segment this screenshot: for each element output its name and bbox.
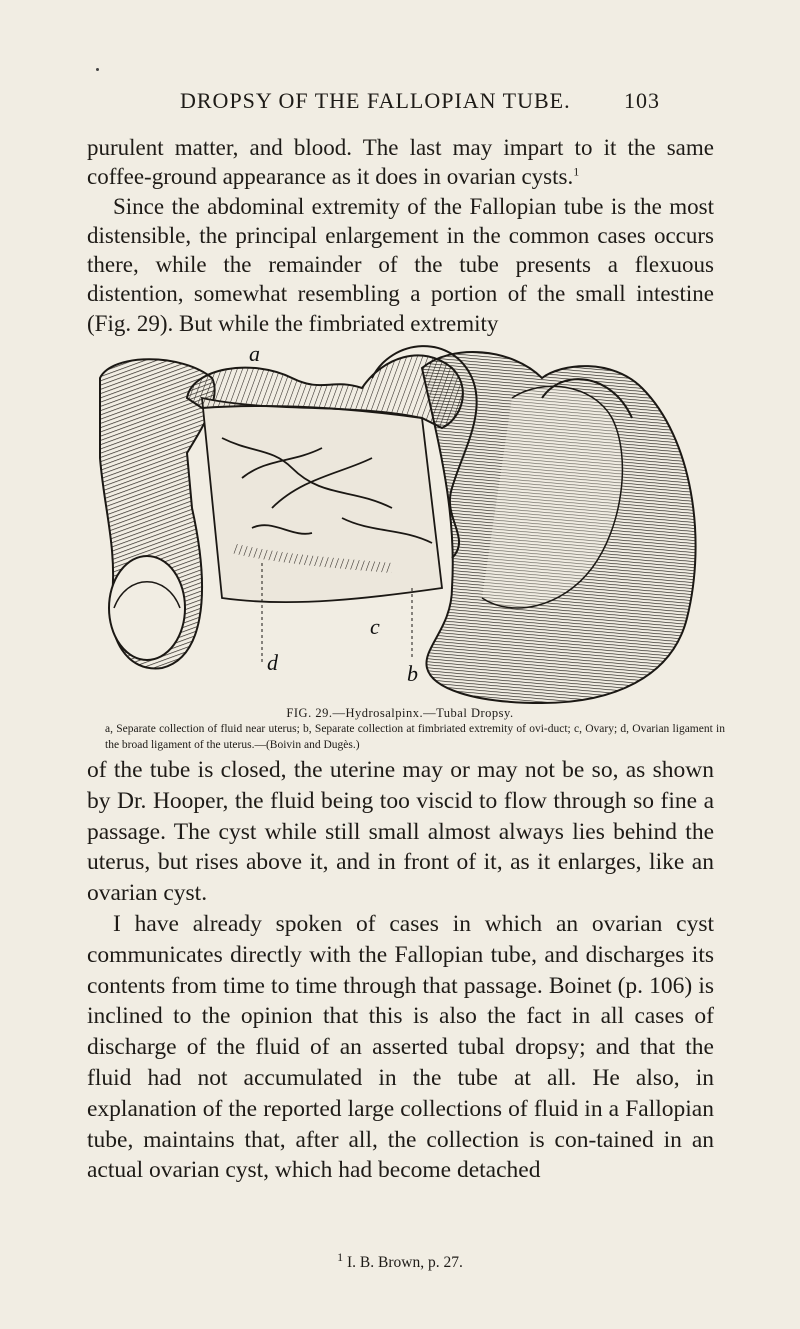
figure-caption-text: a, Separate collection of fluid near uterus; b, Separate collection at fimbriated extremity of ovi-duct; c, Ovary; d, Ovarian ligament in the broad ligament of the uterus.—(Boivin and Dugès.) (105, 723, 725, 751)
label-d: d (267, 650, 278, 675)
running-title: DROPSY OF THE FALLOPIAN TUBE. (180, 88, 571, 113)
running-header (180, 88, 660, 124)
label-c: c (370, 614, 380, 639)
label-a: a (249, 341, 260, 366)
body-text-bottom (87, 755, 714, 1186)
footnote-mark: 1 (337, 1249, 344, 1264)
broad-ligament (202, 398, 442, 602)
paragraph (87, 133, 714, 192)
paragraph: I have already spoken of cases in which an ovarian cyst communicates directly with the Fallopian tube, and discharges its contents from time to time through that passage. Boinet (p. 106) is inclined to the opinion that this is also the fact in all cases of discharge of the fluid of an asserted tubal dropsy; and that the fluid had not accumulated in the tube at all. He also, in explanation of the reported large collections of fluid in a Fallopian tube, maintains that, after all, the collection is con-tained in an actual ovarian cyst, which had become detached (87, 910, 714, 1184)
paragraph-text: purulent matter, and blood. The last may impart to it the same coffee-ground appearance as it does in ovarian cysts. (87, 135, 714, 190)
page-number: 103 (624, 88, 660, 113)
paragraph: Since the abdominal extremity of the Fallopian tube is the most distensible, the principal enlargement in the common cases occurs there, while the remainder of the tube presents a flexuous distention, somewhat resembling a portion of the small intestine (Fig. 29). But while the fimbriated extremity (87, 193, 714, 336)
label-b: b (407, 661, 418, 686)
ovary-cut-section (109, 556, 185, 660)
page-speck (96, 68, 99, 71)
figure-illustration (92, 341, 707, 703)
hydrosalpinx-engraving (92, 341, 707, 703)
footnote-ref: 1 (573, 164, 580, 179)
figure-caption-title: FIG. 29.—Hydrosalpinx.—Tubal Dropsy. (286, 706, 514, 720)
footnote (0, 1249, 800, 1272)
body-text-top (87, 133, 714, 338)
paragraph: of the tube is closed, the uterine may or may not be so, as shown by Dr. Hooper, the fluid being too viscid to flow through so fine a passage. The cyst while still small almost always lies behind the uterus, but rises above it, and in front of it, as it enlarges, like an ovarian cyst. (87, 757, 714, 907)
footnote-text: I. B. Brown, p. 27. (347, 1254, 463, 1271)
